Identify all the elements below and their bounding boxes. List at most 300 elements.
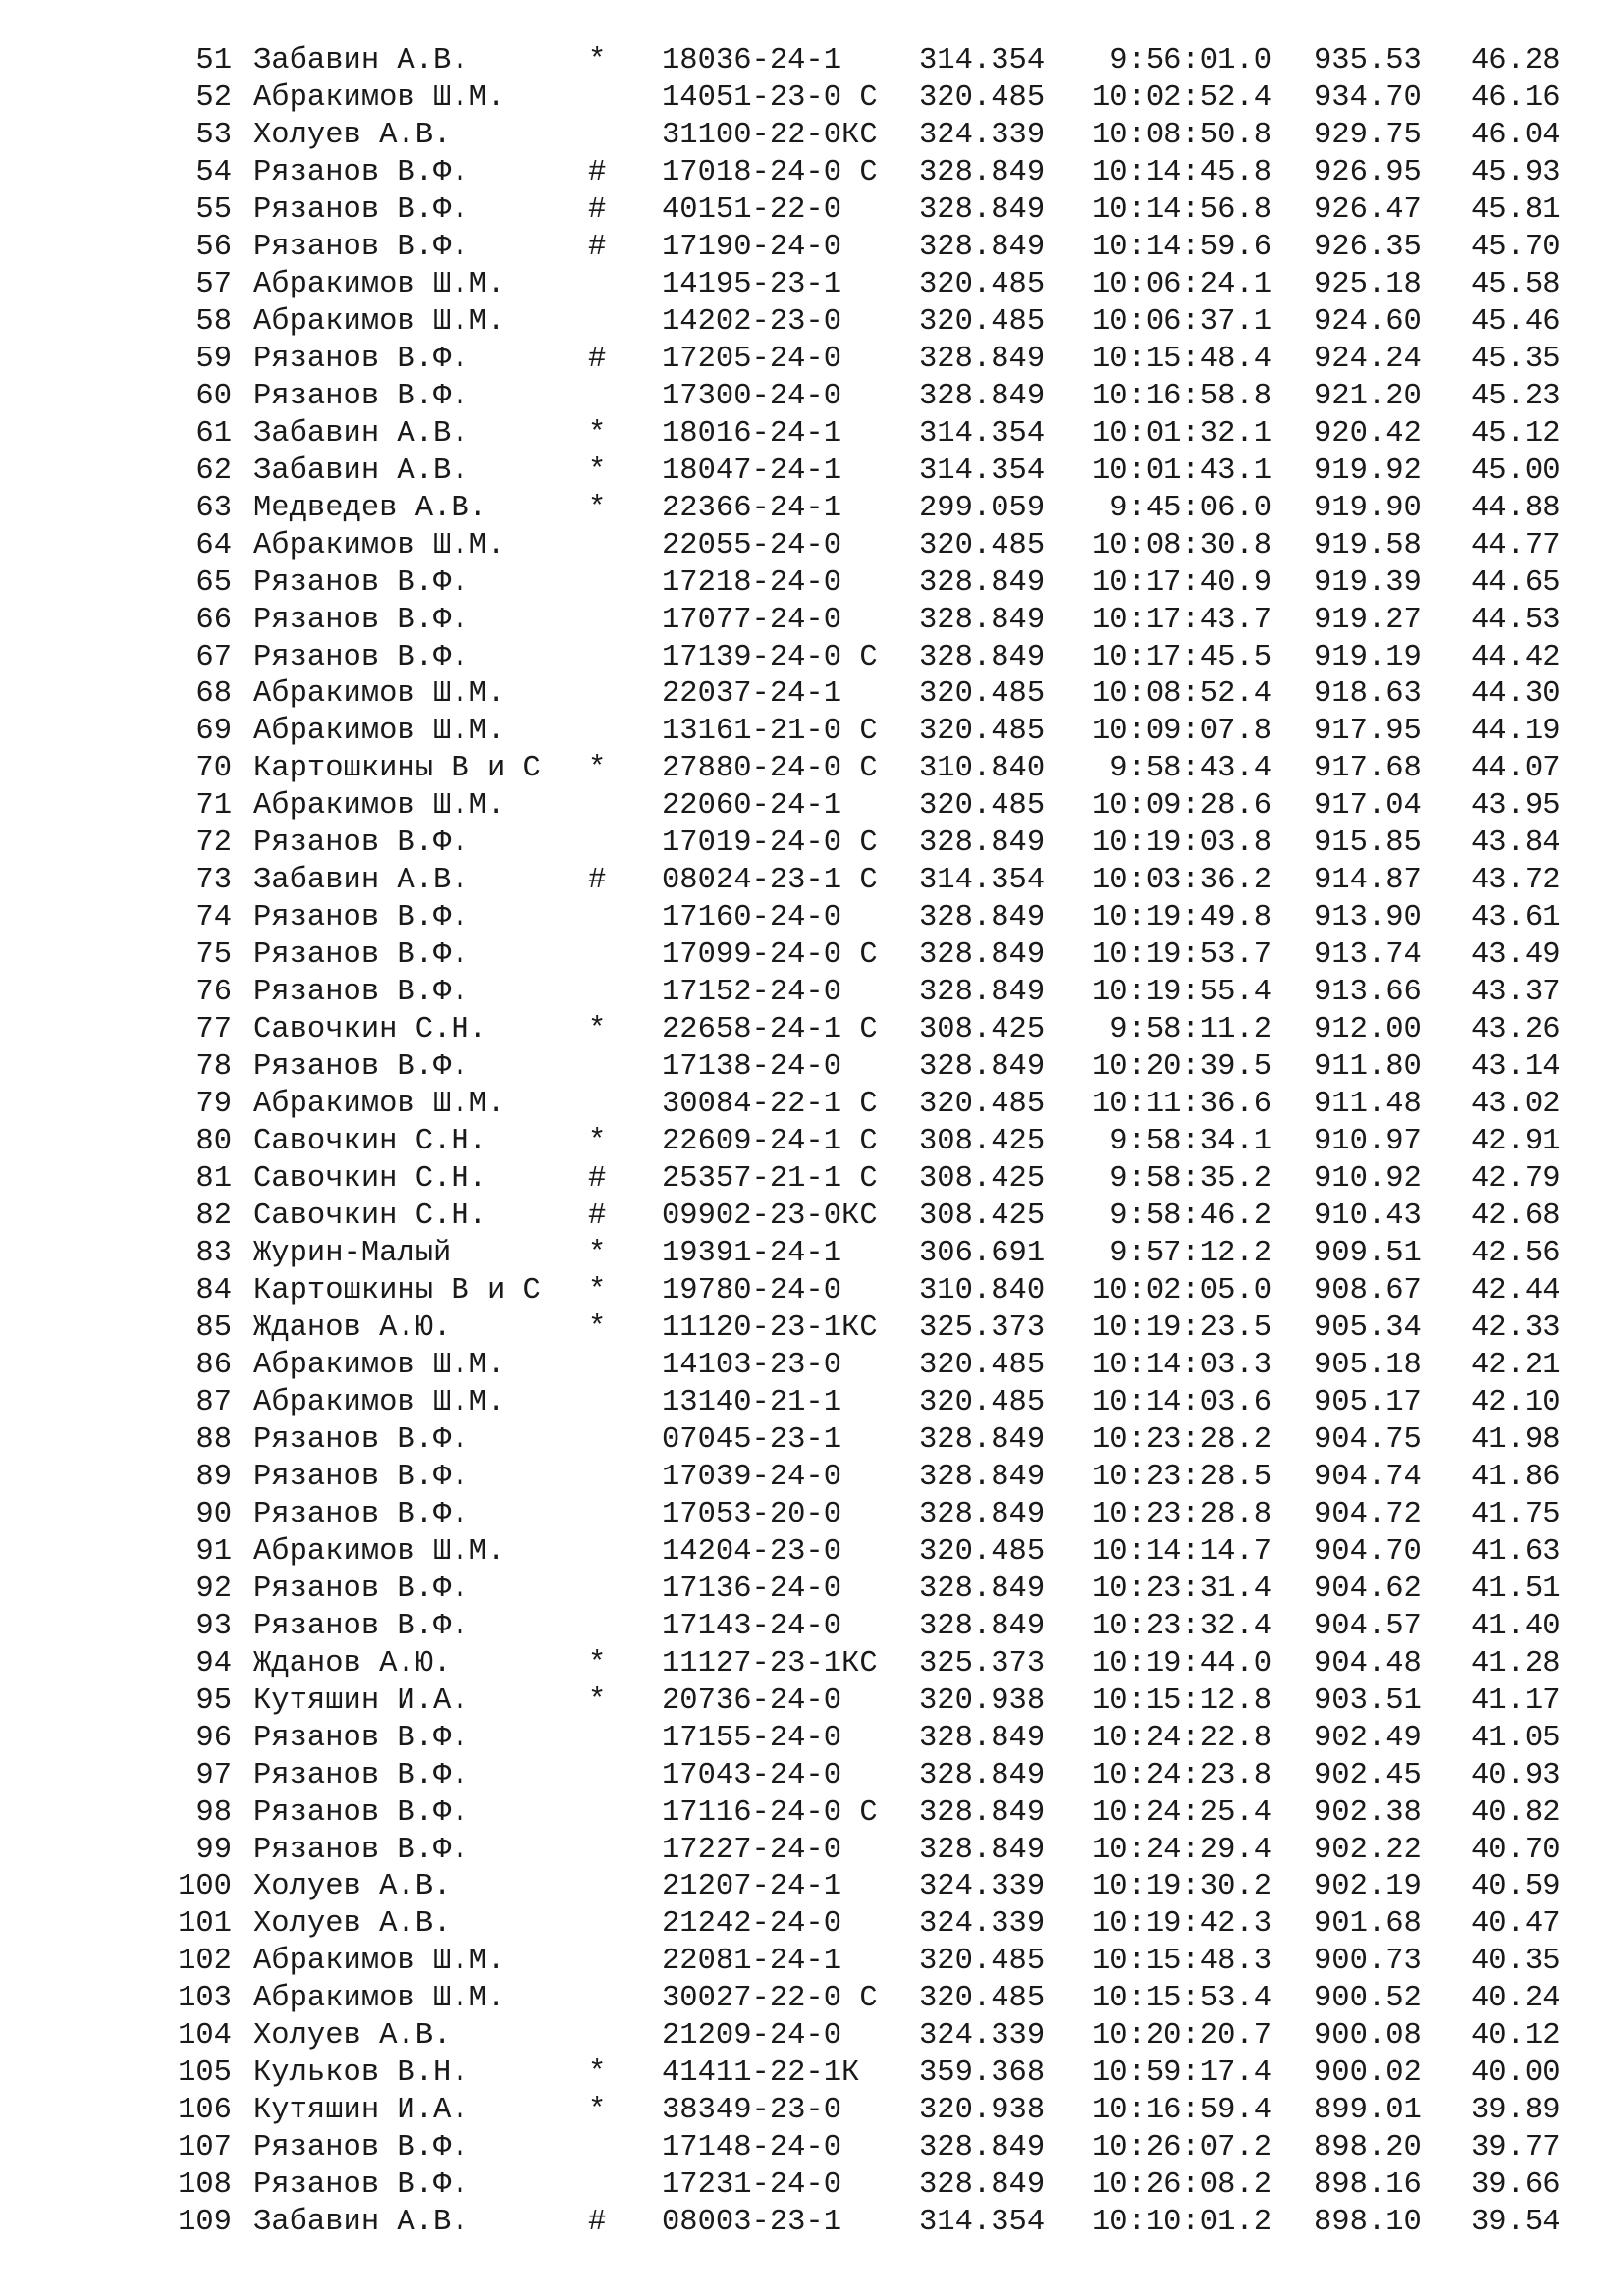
mark-symbol: # [588,1200,607,1234]
score: 42.68 [1471,1200,1561,1234]
arrival-time: 10:02:05.0 [1091,1273,1272,1308]
ring-number: 17039-24-0 [662,1460,842,1494]
owner-name: Рязанов В.Ф. [253,827,469,861]
arrival-time: 10:19:03.8 [1091,827,1272,861]
speed: 898.10 [1314,2206,1422,2240]
distance: 324.339 [919,1870,1046,1904]
speed: 909.51 [1314,1237,1422,1270]
place-number: 66 [195,603,232,637]
distance: 328.849 [919,938,1046,973]
owner-name: Рязанов В.Ф. [253,603,469,637]
place-number: 57 [195,267,232,301]
ring-number: 30027-22-0 С [662,1982,878,2016]
place-number: 53 [195,118,232,152]
arrival-time: 10:59:17.4 [1091,2056,1272,2091]
owner-name: Рязанов В.Ф. [253,379,469,413]
arrival-time: 10:20:39.5 [1091,1050,1272,1085]
ring-number: 17077-24-0 [662,603,842,637]
score: 41.28 [1471,1646,1561,1681]
mark-symbol: * [588,1013,607,1047]
score: 40.24 [1471,1982,1561,2016]
speed: 900.52 [1314,1982,1422,2016]
ring-number: 17155-24-0 [662,1721,842,1755]
score: 44.30 [1471,677,1561,712]
score: 39.54 [1471,2206,1561,2240]
distance: 314.354 [919,416,1046,451]
ring-number: 14195-23-1 [662,267,842,301]
distance: 328.849 [919,1497,1046,1531]
place-number: 67 [195,640,232,674]
speed: 902.38 [1314,1795,1422,1830]
place-number: 71 [195,789,232,824]
ring-number: 22366-24-1 [662,491,842,525]
ring-number: 19391-24-1 [662,1237,842,1270]
speed: 902.19 [1314,1870,1422,1904]
ring-number: 17043-24-0 [662,1758,842,1792]
place-number: 106 [178,2094,232,2128]
distance: 306.691 [919,1237,1046,1270]
mark-symbol: # [588,192,607,227]
score: 40.47 [1471,1907,1561,1942]
speed: 913.90 [1314,901,1422,935]
place-number: 99 [195,1833,232,1867]
owner-name: Рязанов В.Ф. [253,192,469,227]
distance: 299.059 [919,491,1046,525]
place-number: 85 [195,1310,232,1345]
score: 43.37 [1471,976,1561,1010]
arrival-time: 10:17:45.5 [1091,640,1272,674]
owner-name: Кутяшин И.А. [253,1683,469,1718]
score: 45.00 [1471,454,1561,488]
score: 45.58 [1471,267,1561,301]
score: 45.12 [1471,416,1561,451]
owner-name: Абракимов Ш.М. [253,267,506,301]
score: 43.95 [1471,789,1561,824]
place-number: 105 [178,2056,232,2091]
speed: 910.92 [1314,1162,1422,1197]
score: 43.84 [1471,827,1561,861]
arrival-time: 10:23:28.8 [1091,1497,1272,1531]
owner-name: Картошкины В и С [253,752,541,786]
ring-number: 21207-24-1 [662,1870,842,1904]
place-number: 72 [195,827,232,861]
arrival-time: 10:19:42.3 [1091,1907,1272,1942]
arrival-time: 10:15:53.4 [1091,1982,1272,2016]
arrival-time: 10:14:14.7 [1091,1534,1272,1569]
speed: 905.18 [1314,1348,1422,1382]
place-number: 91 [195,1534,232,1569]
distance: 328.849 [919,640,1046,674]
arrival-time: 10:19:53.7 [1091,938,1272,973]
ring-number: 19780-24-0 [662,1273,842,1308]
place-number: 103 [178,1982,232,2016]
place-number: 90 [195,1497,232,1531]
ring-number: 17139-24-0 С [662,640,878,674]
speed: 905.34 [1314,1310,1422,1345]
distance: 320.485 [919,1385,1046,1419]
ring-number: 22609-24-1 С [662,1125,878,1159]
place-number: 97 [195,1758,232,1792]
score: 41.63 [1471,1534,1561,1569]
distance: 328.849 [919,603,1046,637]
owner-name: Медведев А.В. [253,491,487,525]
speed: 904.74 [1314,1460,1422,1494]
mark-symbol: * [588,454,607,488]
score: 40.70 [1471,1833,1561,1867]
speed: 924.24 [1314,342,1422,376]
place-number: 98 [195,1795,232,1830]
score: 44.65 [1471,565,1561,600]
distance: 328.849 [919,1572,1046,1606]
place-number: 64 [195,528,232,562]
speed: 929.75 [1314,118,1422,152]
place-number: 104 [178,2019,232,2054]
ring-number: 30084-22-1 С [662,1088,878,1122]
mark-symbol: # [588,2206,607,2240]
distance: 324.339 [919,2019,1046,2054]
ring-number: 22060-24-1 [662,789,842,824]
score: 46.16 [1471,80,1561,115]
place-number: 65 [195,565,232,600]
owner-name: Рязанов В.Ф. [253,1833,469,1867]
speed: 899.01 [1314,2094,1422,2128]
distance: 320.485 [919,677,1046,712]
place-number: 73 [195,864,232,898]
ring-number: 14103-23-0 [662,1348,842,1382]
distance: 310.840 [919,1273,1046,1308]
ring-number: 41411-22-1К [662,2056,860,2091]
speed: 919.27 [1314,603,1422,637]
ring-number: 18047-24-1 [662,454,842,488]
ring-number: 17190-24-0 [662,230,842,264]
arrival-time: 10:20:20.7 [1091,2019,1272,2054]
owner-name: Абракимов Ш.М. [253,677,506,712]
owner-name: Абракимов Ш.М. [253,1088,506,1122]
owner-name: Рязанов В.Ф. [253,1050,469,1085]
score: 40.93 [1471,1758,1561,1792]
distance: 328.849 [919,192,1046,227]
arrival-time: 10:15:48.3 [1091,1945,1272,1979]
distance: 328.849 [919,1758,1046,1792]
arrival-time: 10:14:56.8 [1091,192,1272,227]
score: 43.72 [1471,864,1561,898]
ring-number: 40151-22-0 [662,192,842,227]
owner-name: Рязанов В.Ф. [253,1795,469,1830]
place-number: 107 [178,2131,232,2165]
ring-number: 08003-23-1 [662,2206,842,2240]
place-number: 101 [178,1907,232,1942]
place-number: 108 [178,2168,232,2203]
owner-name: Рязанов В.Ф. [253,1609,469,1643]
arrival-time: 10:09:07.8 [1091,715,1272,749]
ring-number: 17205-24-0 [662,342,842,376]
arrival-time: 10:14:03.3 [1091,1348,1272,1382]
distance: 328.849 [919,1460,1046,1494]
arrival-time: 10:19:30.2 [1091,1870,1272,1904]
speed: 919.92 [1314,454,1422,488]
speed: 917.04 [1314,789,1422,824]
distance: 328.849 [919,976,1046,1010]
speed: 918.63 [1314,677,1422,712]
speed: 908.67 [1314,1273,1422,1308]
distance: 308.425 [919,1162,1046,1197]
arrival-time: 10:08:52.4 [1091,677,1272,712]
distance: 308.425 [919,1200,1046,1234]
place-number: 74 [195,901,232,935]
speed: 904.72 [1314,1497,1422,1531]
score: 39.89 [1471,2094,1561,2128]
owner-name: Рязанов В.Ф. [253,2131,469,2165]
place-number: 84 [195,1273,232,1308]
owner-name: Савочкин С.Н. [253,1200,487,1234]
arrival-time: 10:08:30.8 [1091,528,1272,562]
ring-number: 31100-22-0КС [662,118,878,152]
arrival-time: 10:26:07.2 [1091,2131,1272,2165]
speed: 925.18 [1314,267,1422,301]
score: 43.14 [1471,1050,1561,1085]
arrival-time: 9:58:46.2 [1110,1200,1272,1234]
speed: 910.97 [1314,1125,1422,1159]
mark-symbol: * [588,2094,607,2128]
owner-name: Рязанов В.Ф. [253,640,469,674]
score: 44.53 [1471,603,1561,637]
mark-symbol: * [588,1273,607,1308]
score: 42.33 [1471,1310,1561,1345]
score: 42.44 [1471,1273,1561,1308]
owner-name: Рязанов В.Ф. [253,230,469,264]
distance: 320.485 [919,267,1046,301]
ring-number: 11120-23-1КС [662,1310,878,1345]
distance: 328.849 [919,1609,1046,1643]
ring-number: 13140-21-1 [662,1385,842,1419]
distance: 320.485 [919,1348,1046,1382]
owner-name: Холуев А.В. [253,2019,452,2054]
arrival-time: 10:17:40.9 [1091,565,1272,600]
owner-name: Рязанов В.Ф. [253,1572,469,1606]
arrival-time: 10:26:08.2 [1091,2168,1272,2203]
place-number: 94 [195,1646,232,1681]
place-number: 96 [195,1721,232,1755]
mark-symbol: * [588,752,607,786]
arrival-time: 10:23:31.4 [1091,1572,1272,1606]
owner-name: Рязанов В.Ф. [253,976,469,1010]
distance: 328.849 [919,1050,1046,1085]
score: 46.28 [1471,44,1561,78]
owner-name: Рязанов В.Ф. [253,2168,469,2203]
place-number: 83 [195,1237,232,1270]
distance: 324.339 [919,118,1046,152]
speed: 926.95 [1314,155,1422,189]
owner-name: Холуев А.В. [253,1870,452,1904]
distance: 325.373 [919,1646,1046,1681]
speed: 926.47 [1314,192,1422,227]
score: 41.86 [1471,1460,1561,1494]
score: 43.61 [1471,901,1561,935]
distance: 320.485 [919,1945,1046,1979]
place-number: 75 [195,938,232,973]
place-number: 69 [195,715,232,749]
score: 42.79 [1471,1162,1561,1197]
owner-name: Рязанов В.Ф. [253,155,469,189]
score: 42.91 [1471,1125,1561,1159]
ring-number: 14204-23-0 [662,1534,842,1569]
arrival-time: 10:09:28.6 [1091,789,1272,824]
score: 44.77 [1471,528,1561,562]
owner-name: Забавин А.В. [253,2206,469,2240]
owner-name: Жданов А.Ю. [253,1646,452,1681]
score: 41.05 [1471,1721,1561,1755]
arrival-time: 10:03:36.2 [1091,864,1272,898]
owner-name: Рязанов В.Ф. [253,565,469,600]
owner-name: Рязанов В.Ф. [253,1460,469,1494]
ring-number: 17227-24-0 [662,1833,842,1867]
arrival-time: 10:10:01.2 [1091,2206,1272,2240]
place-number: 51 [195,44,232,78]
ring-number: 17148-24-0 [662,2131,842,2165]
owner-name: Забавин А.В. [253,416,469,451]
owner-name: Абракимов Ш.М. [253,80,506,115]
distance: 310.840 [919,752,1046,786]
place-number: 80 [195,1125,232,1159]
ring-number: 22055-24-0 [662,528,842,562]
place-number: 77 [195,1013,232,1047]
ring-number: 17099-24-0 С [662,938,878,973]
owner-name: Абракимов Ш.М. [253,715,506,749]
arrival-time: 10:24:23.8 [1091,1758,1272,1792]
ring-number: 18036-24-1 [662,44,842,78]
distance: 320.485 [919,304,1046,339]
arrival-time: 10:23:28.2 [1091,1422,1272,1457]
mark-symbol: * [588,2056,607,2091]
ring-number: 11127-23-1КС [662,1646,878,1681]
owner-name: Савочкин С.Н. [253,1013,487,1047]
arrival-time: 10:14:03.6 [1091,1385,1272,1419]
arrival-time: 10:24:22.8 [1091,1721,1272,1755]
score: 43.49 [1471,938,1561,973]
score: 42.10 [1471,1385,1561,1419]
ring-number: 17053-20-0 [662,1497,842,1531]
arrival-time: 10:23:32.4 [1091,1609,1272,1643]
place-number: 54 [195,155,232,189]
distance: 314.354 [919,44,1046,78]
owner-name: Жданов А.Ю. [253,1310,452,1345]
ring-number: 07045-23-1 [662,1422,842,1457]
distance: 320.485 [919,715,1046,749]
place-number: 88 [195,1422,232,1457]
score: 41.98 [1471,1422,1561,1457]
arrival-time: 10:16:58.8 [1091,379,1272,413]
owner-name: Рязанов В.Ф. [253,901,469,935]
distance: 328.849 [919,1422,1046,1457]
owner-name: Холуев А.В. [253,1907,452,1942]
owner-name: Рязанов В.Ф. [253,1721,469,1755]
distance: 328.849 [919,155,1046,189]
score: 40.12 [1471,2019,1561,2054]
arrival-time: 10:19:23.5 [1091,1310,1272,1345]
score: 43.02 [1471,1088,1561,1122]
arrival-time: 10:11:36.6 [1091,1088,1272,1122]
distance: 328.849 [919,2131,1046,2165]
distance: 328.849 [919,342,1046,376]
distance: 328.849 [919,230,1046,264]
speed: 919.39 [1314,565,1422,600]
score: 39.66 [1471,2168,1561,2203]
owner-name: Кутяшин И.А. [253,2094,469,2128]
ring-number: 17152-24-0 [662,976,842,1010]
ring-number: 25357-21-1 С [662,1162,878,1197]
distance: 328.849 [919,827,1046,861]
mark-symbol: * [588,491,607,525]
distance: 328.849 [919,1833,1046,1867]
owner-name: Абракимов Ш.М. [253,528,506,562]
score: 41.17 [1471,1683,1561,1718]
arrival-time: 10:15:48.4 [1091,342,1272,376]
score: 40.59 [1471,1870,1561,1904]
score: 40.35 [1471,1945,1561,1979]
arrival-time: 9:57:12.2 [1110,1237,1272,1270]
owner-name: Рязанов В.Ф. [253,1422,469,1457]
ring-number: 13161-21-0 С [662,715,878,749]
arrival-time: 10:01:32.1 [1091,416,1272,451]
speed: 902.49 [1314,1721,1422,1755]
speed: 919.90 [1314,491,1422,525]
speed: 904.57 [1314,1609,1422,1643]
mark-symbol: # [588,230,607,264]
speed: 900.08 [1314,2019,1422,2054]
place-number: 95 [195,1683,232,1718]
arrival-time: 10:19:44.0 [1091,1646,1272,1681]
score: 39.77 [1471,2131,1561,2165]
speed: 901.68 [1314,1907,1422,1942]
speed: 917.95 [1314,715,1422,749]
mark-symbol: * [588,1237,607,1270]
distance: 328.849 [919,1795,1046,1830]
score: 45.93 [1471,155,1561,189]
speed: 903.51 [1314,1683,1422,1718]
mark-symbol: * [588,1646,607,1681]
arrival-time: 10:24:29.4 [1091,1833,1272,1867]
ring-number: 17136-24-0 [662,1572,842,1606]
score: 40.00 [1471,2056,1561,2091]
speed: 915.85 [1314,827,1422,861]
speed: 921.20 [1314,379,1422,413]
speed: 913.66 [1314,976,1422,1010]
arrival-time: 10:19:55.4 [1091,976,1272,1010]
ring-number: 22037-24-1 [662,677,842,712]
owner-name: Картошкины В и С [253,1273,541,1308]
place-number: 55 [195,192,232,227]
place-number: 59 [195,342,232,376]
arrival-time: 9:58:11.2 [1110,1013,1272,1047]
score: 43.26 [1471,1013,1561,1047]
owner-name: Абракимов Ш.М. [253,1945,506,1979]
ring-number: 17138-24-0 [662,1050,842,1085]
place-number: 56 [195,230,232,264]
mark-symbol: # [588,155,607,189]
arrival-time: 9:56:01.0 [1110,44,1272,78]
distance: 320.485 [919,1088,1046,1122]
arrival-time: 10:01:43.1 [1091,454,1272,488]
score: 44.42 [1471,640,1561,674]
mark-symbol: # [588,342,607,376]
arrival-time: 10:16:59.4 [1091,2094,1272,2128]
speed: 904.48 [1314,1646,1422,1681]
score: 42.56 [1471,1237,1561,1270]
owner-name: Забавин А.В. [253,454,469,488]
ring-number: 38349-23-0 [662,2094,842,2128]
place-number: 87 [195,1385,232,1419]
speed: 902.22 [1314,1833,1422,1867]
